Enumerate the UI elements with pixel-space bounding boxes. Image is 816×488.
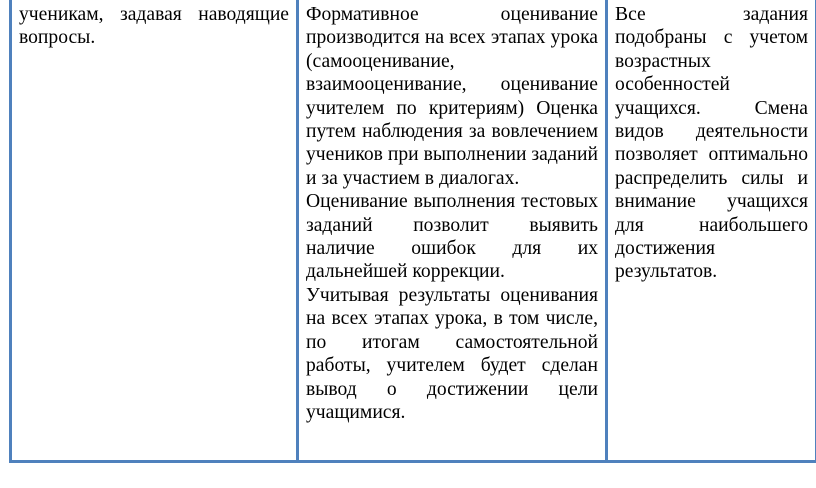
assessment-paragraph: Формативное оценивание производится на всех этапах урока (самооценивание, взаимооценивание, оценивание учителем по критериям) Оценка путем наблюдения за вовлечением учеников при выполнении заданий и за участием в диалогах. — [306, 4, 598, 189]
table-cell-assessment — [298, 0, 607, 462]
table-row — [11, 0, 816, 462]
cell-text: Все задания подобраны с учетом возрастных особенностей учащихся. Смена видов деятельности позволяет оптимально распределить силы и внимание учащихся для наибольшего достижения результатов. — [615, 4, 808, 283]
assessment-paragraph: Оценивание выполнения тестовых заданий позволит выявить наличие ошибок для их дальнейшей коррекции. — [306, 191, 598, 283]
assessment-paragraph: Учитывая результаты оценивания на всех этапах урока, в том числе, по итогам самостоятельной работы, учителем будет сделан вывод о достижении цели учащимися. — [306, 284, 598, 423]
table-cell-teacher-actions — [11, 0, 298, 462]
table-cell-health-saving — [607, 0, 816, 462]
cell-text: ученикам, задавая наводящие вопросы. — [19, 4, 289, 49]
lesson-plan-table — [9, 0, 816, 463]
